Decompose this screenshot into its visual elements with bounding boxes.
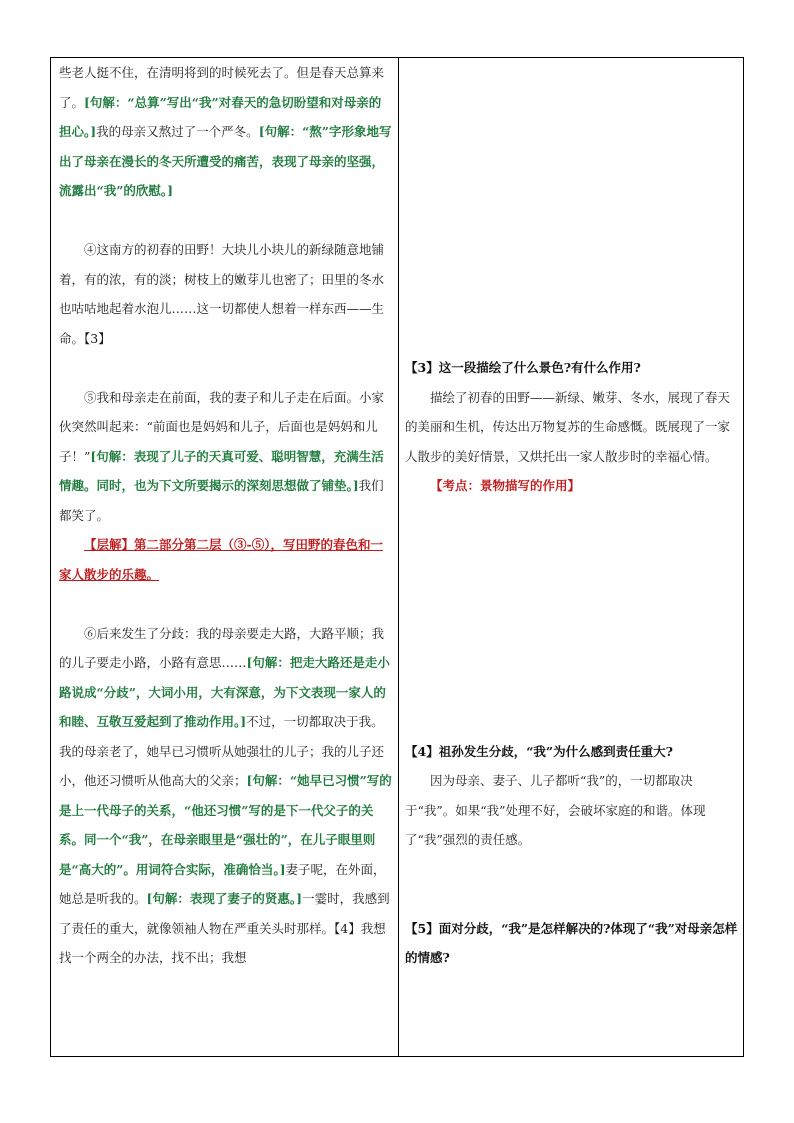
paragraph-3-end <box>59 58 392 206</box>
body-text: 些老人挺不住，在清明将到的时候死去了。但是春天总算来了。 <box>59 65 385 110</box>
column-divider <box>398 58 399 1056</box>
sentence-comment: [句解：“总算”写出“我”对春天的急切盼望和对母亲的担心。] <box>59 94 382 139</box>
two-column-table <box>50 57 744 1057</box>
body-text: 不过，一切都取决于我。我的母亲老了，她早已习惯听从她强壮的儿子；我的儿子还小，他还习惯听从他高大的父亲； <box>59 714 385 788</box>
body-text: 我们都笑了。 <box>59 478 384 523</box>
body-text: ⑤我和母亲走在前面，我的妻子和儿子走在后面。小家伙突然叫起来：“前面也是妈妈和儿子，后面也是妈妈和儿子！” <box>59 389 385 464</box>
answer-4: 因为母亲、妻子、儿子都听“我”的，一切都取决于“我”。如果“我”处理不好，会破坏家庭的和谐。体现了“我”强烈的责任感。 <box>405 773 706 847</box>
layer-annotation <box>59 530 392 589</box>
question-4: 【4】祖孙发生分歧，“我”为什么感到责任重大? <box>405 743 673 759</box>
sentence-comment: [句解：“她早已习惯”写的是上一代母子的关系，“他还习惯”写的是下一代父子的关系。同一个“我”，在母亲眼里是“强壮的”，在儿子眼里则是“高大的”。用词符合实际，准确恰当。] <box>59 773 392 877</box>
question-5: 【5】面对分歧，“我”是怎样解决的?体现了“我”对母亲怎样的情感? <box>405 920 738 965</box>
layer-comment: 【层解】第二部分第二层（③-⑤），写田野的春色和一家人散步的乐趣。 <box>59 537 383 582</box>
question-3: 【3】这一段描绘了什么景色?有什么作用? <box>405 360 641 375</box>
key-point-3: 【考点：景物描写的作用】 <box>430 478 581 493</box>
paragraph-4 <box>59 235 392 353</box>
sentence-comment: [句解：把走大路还是走小路说成“分歧”，大词小用，大有深意，为下文表现一家人的和睦、互敬互爱起到了推动作用。] <box>59 655 390 729</box>
paragraph-5 <box>59 383 392 531</box>
body-text: ⑥后来发生了分歧：我的母亲要走大路，大路平顺；我的儿子要走小路，小路有意思…… <box>59 625 385 670</box>
body-text: 妻子呢，在外面，她总是听我的。 <box>59 861 386 906</box>
question-column <box>405 58 738 973</box>
body-text: ④这南方的初春的田野！大块儿小块儿的新绿随意地铺着，有的浓，有的淡；树枝上的嫩芽儿也密了；田里的冬水也咕咕地起着水泡儿……这一切都使人想着一样东西——生命。【3】 <box>59 242 385 346</box>
paragraph-6 <box>59 619 392 973</box>
body-text: 一霎时，我感到了责任的重大，就像领袖人物在严重关头时那样。【4】我想找一个两全的办法，找不出；我想 <box>59 891 390 965</box>
text-column <box>59 58 392 973</box>
body-text: 我的母亲又熬过了一个严冬。 <box>96 124 259 139</box>
sentence-comment: [句解：“熬”字形象地写出了母亲在漫长的冬天所遭受的痛苦，表现了母亲的坚强，流露出“我”的欣慰。] <box>59 124 392 198</box>
sentence-comment: [句解：表现了妻子的贤惠。] <box>146 891 303 906</box>
answer-3: 描绘了初春的田野——新绿、嫩芽、冬水，展现了春天的美丽和生机，传达出万物复苏的生命感慨。既展现了一家人散步的美好情景，又烘托出一家人散步时的幸福心情。 <box>405 389 731 464</box>
sentence-comment: [句解：表现了儿子的天真可爱、聪明智慧，充满生活情趣。同时，也为下文所要揭示的深刻思想做了铺垫。] <box>59 448 384 493</box>
